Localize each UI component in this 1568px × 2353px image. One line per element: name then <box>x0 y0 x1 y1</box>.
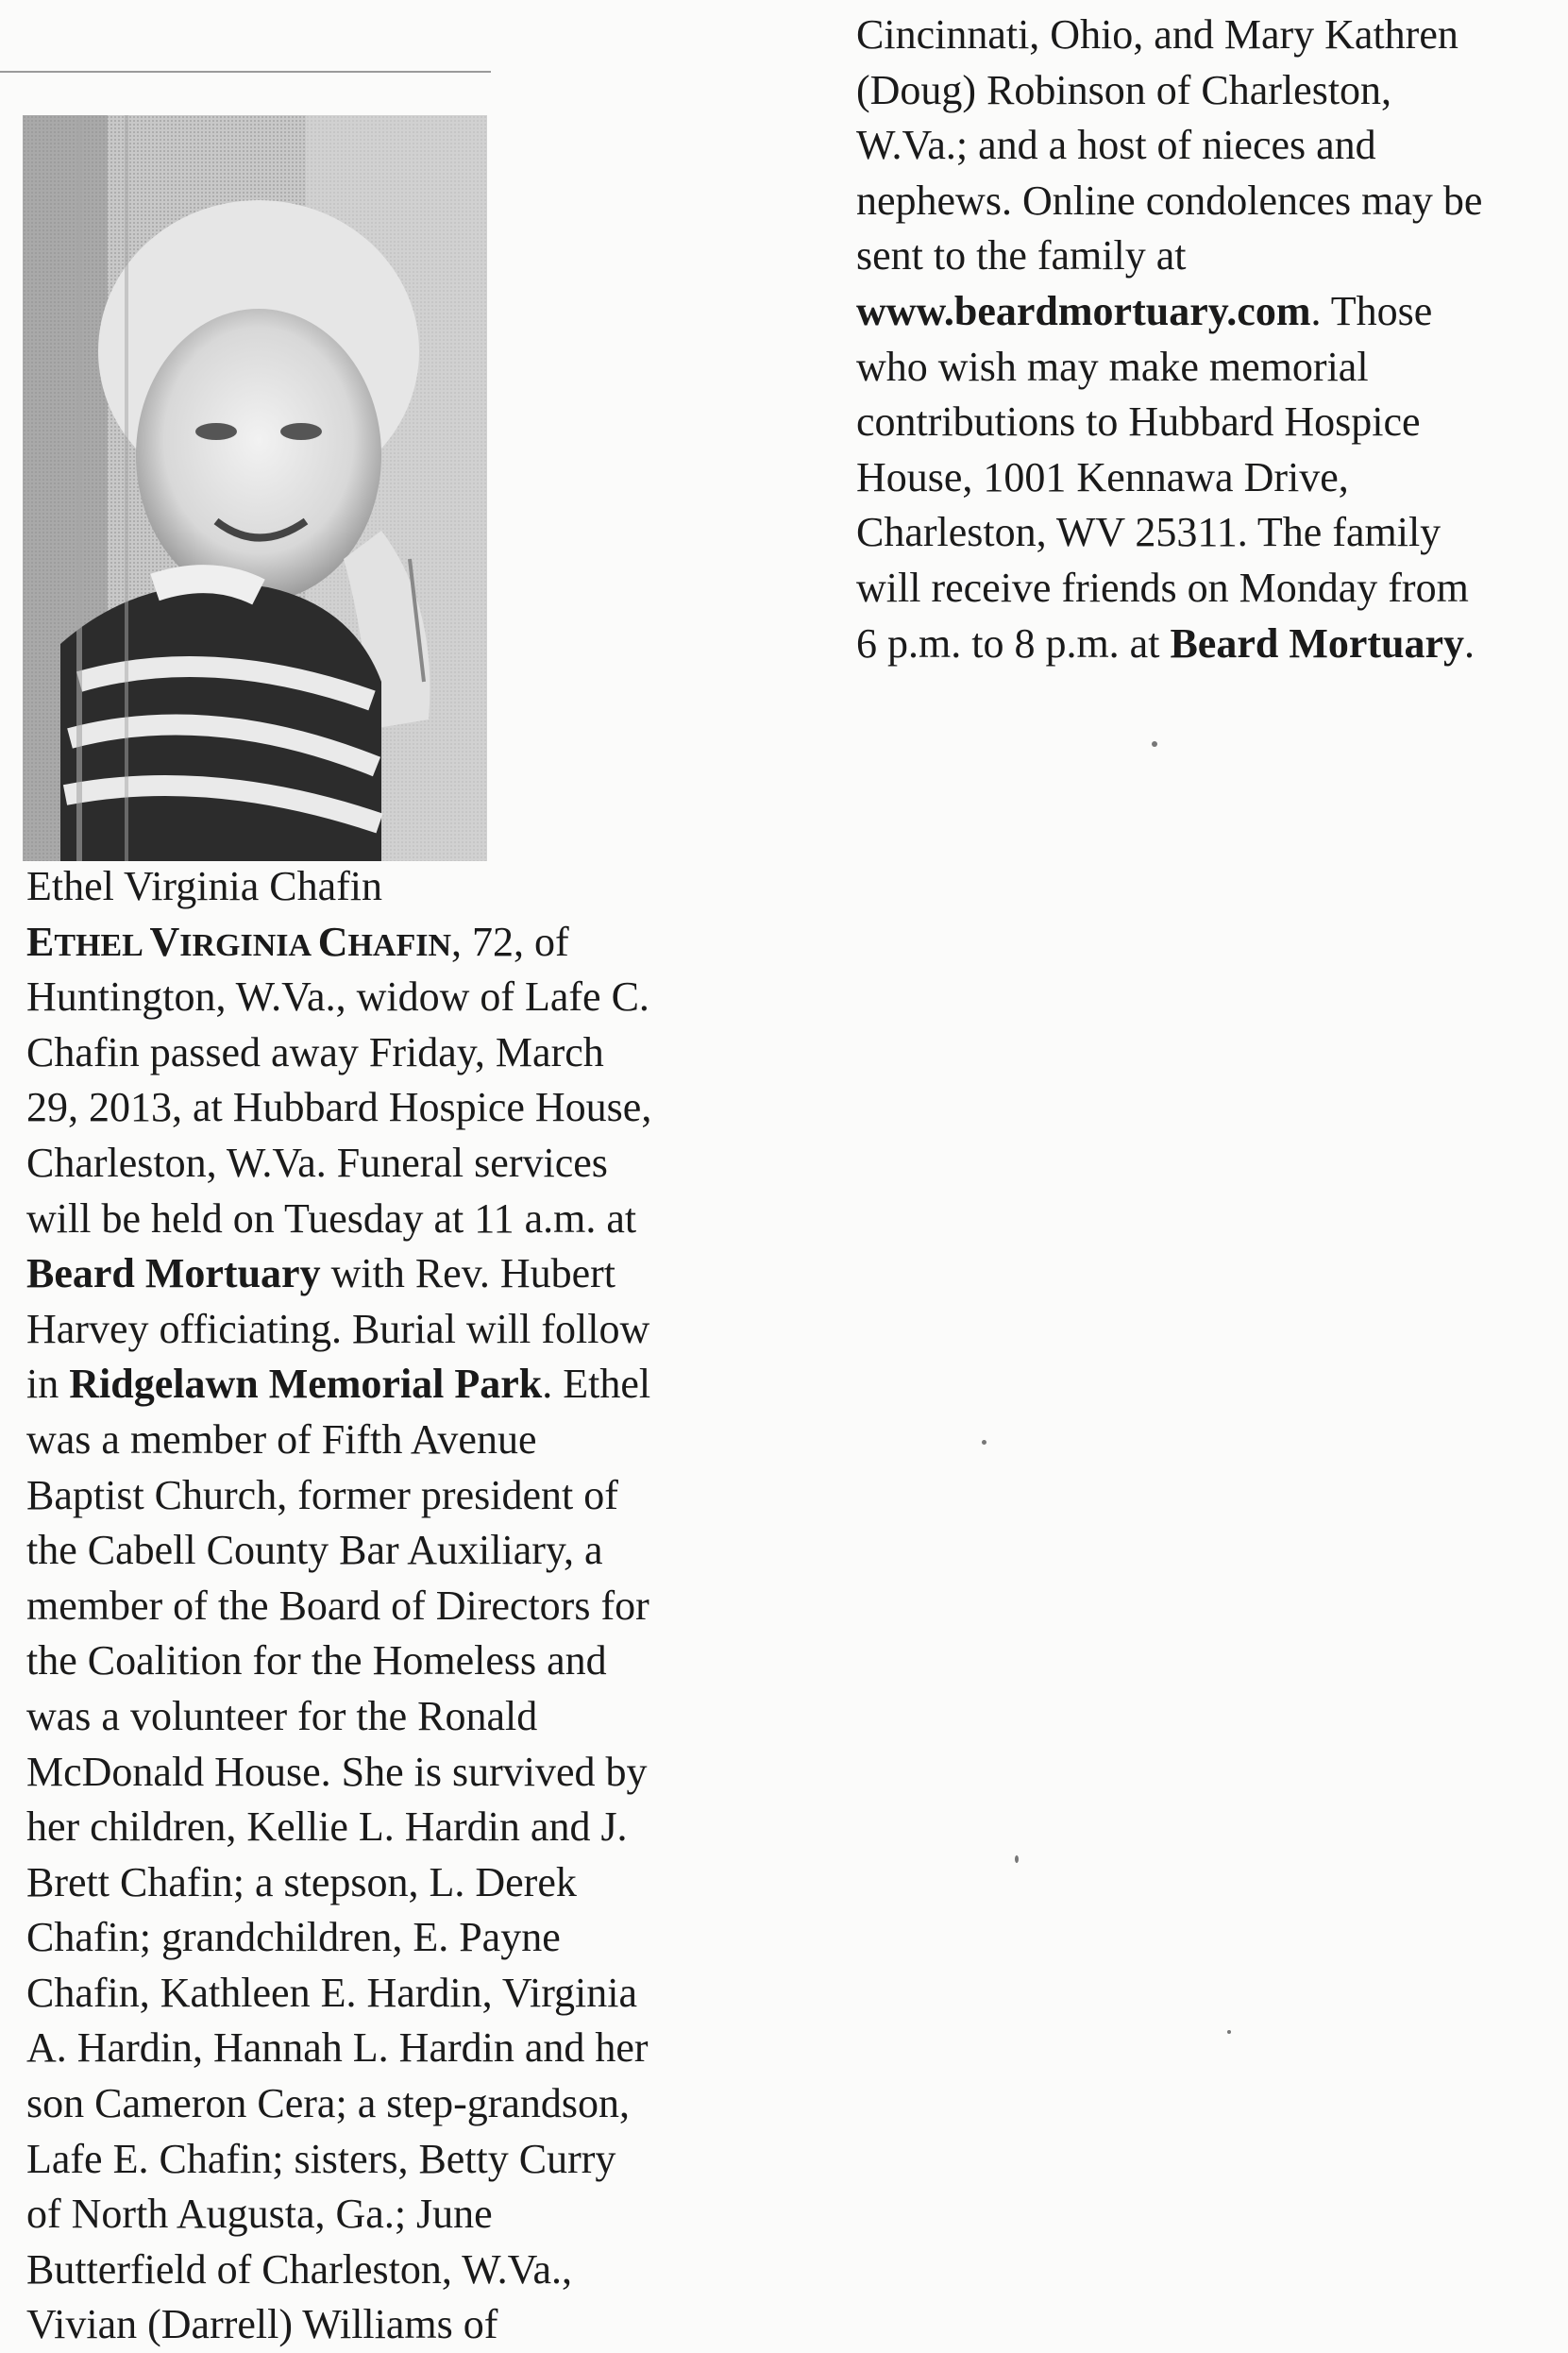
mortuary-name: Beard Mortuary <box>1170 619 1465 667</box>
text-line: Chafin; grandchildren, E. Payne <box>26 1914 561 1961</box>
text-line: who wish may make memorial <box>856 343 1369 390</box>
text-line: Butterfield of Charleston, W.Va., <box>26 2245 573 2293</box>
text-line: of North Augusta, Ga.; June <box>26 2191 493 2238</box>
top-rule <box>0 71 491 73</box>
text-line: A. Hardin, Hannah L. Hardin and her <box>26 2024 649 2072</box>
text-line: will be held on Tuesday at 11 a.m. at <box>26 1194 637 1242</box>
text-line: W.Va.; and a host of nieces and <box>856 122 1376 169</box>
scan-speck <box>1152 741 1157 747</box>
obituary-right-column <box>856 8 1482 671</box>
text-line: McDonald House. She is survived by <box>26 1748 648 1795</box>
text-line: Charleston, WV 25311. The family <box>856 509 1442 556</box>
text-line: www.beardmortuary.com. Those <box>856 287 1433 334</box>
text-line: the Cabell County Bar Auxiliary, a <box>26 1527 603 1574</box>
deceased-name: ETHEL VIRGINIA CHAFIN <box>26 918 452 965</box>
scan-speck <box>1015 1855 1019 1863</box>
text-line: in Ridgelawn Memorial Park. Ethel <box>26 1361 651 1408</box>
text-line: Lafe E. Chafin; sisters, Betty Curry <box>26 2135 616 2182</box>
text-line: 6 p.m. to 8 p.m. at Beard Mortuary. <box>856 619 1475 667</box>
text-line: Huntington, W.Va., widow of Lafe C. <box>26 973 649 1021</box>
text-line: Brett Chafin; a stepson, L. Derek <box>26 1858 577 1905</box>
text-line: her children, Kellie L. Hardin and J. <box>26 1803 628 1851</box>
text-line: House, 1001 Kennawa Drive, <box>856 453 1349 500</box>
text-line: sent to the family at <box>856 232 1187 279</box>
text-line: member of the Board of Directors for <box>26 1582 649 1629</box>
text-line: Harvey officiating. Burial will follow <box>26 1305 650 1352</box>
text-line: Chafin passed away Friday, March <box>26 1028 604 1075</box>
text-line: Cincinnati, Ohio, and Mary Kathren <box>856 11 1458 58</box>
obituary-left-column <box>26 859 651 2353</box>
photo-caption: Ethel Virginia Chafin <box>26 863 383 909</box>
text-line: will receive friends on Monday from <box>856 564 1469 611</box>
text-line: contributions to Hubbard Hospice <box>856 398 1421 446</box>
text-line: (Doug) Robinson of Charleston, <box>856 66 1392 113</box>
text-line: was a volunteer for the Ronald <box>26 1692 538 1739</box>
portrait-photo <box>23 115 487 861</box>
text-line: son Cameron Cera; a step-grandson, <box>26 2080 631 2127</box>
text-line: Beard Mortuary with Rev. Hubert <box>26 1250 616 1297</box>
scan-speck <box>982 1440 986 1445</box>
cemetery-name: Ridgelawn Memorial Park <box>69 1361 543 1408</box>
website-link[interactable]: www.beardmortuary.com <box>856 287 1311 334</box>
text-line: 29, 2013, at Hubbard Hospice House, <box>26 1084 652 1131</box>
text-line: Vivian (Darrell) Williams of <box>26 2301 498 2348</box>
scan-speck <box>1227 2030 1231 2034</box>
text-line: nephews. Online condolences may be <box>856 177 1483 224</box>
text-line: Baptist Church, former president of <box>26 1471 618 1518</box>
text-line: Chafin, Kathleen E. Hardin, Virginia <box>26 1969 638 2016</box>
mortuary-name: Beard Mortuary <box>26 1250 321 1297</box>
text-line: was a member of Fifth Avenue <box>26 1415 537 1463</box>
text-line: Charleston, W.Va. Funeral services <box>26 1139 608 1186</box>
obituary-name-line: ETHEL VIRGINIA CHAFIN, 72, of <box>26 918 569 965</box>
portrait-image <box>23 115 487 861</box>
text-line: the Coalition for the Homeless and <box>26 1637 607 1684</box>
